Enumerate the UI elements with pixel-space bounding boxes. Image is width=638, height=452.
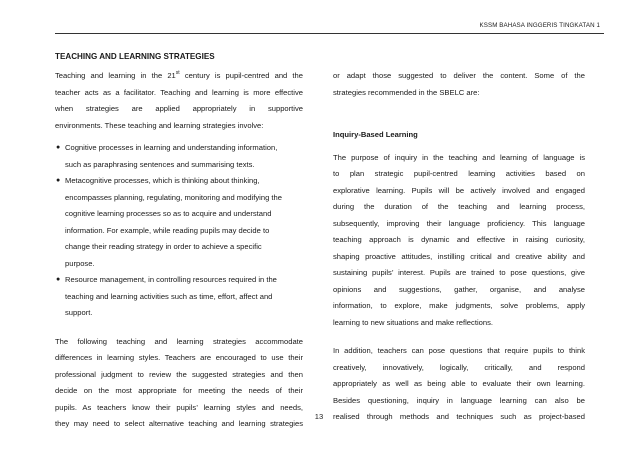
paragraph-line: decide on the most appropriate for meeting the needs of their [55,386,303,395]
bullet-icon: ● [56,276,61,283]
paragraph-line: learning to new situations and make reflections. [333,317,493,327]
paragraph-line: opinions and suggestions, gather, organise, and analyse [333,284,585,294]
paragraph-line: realised through methods and techniques such as project-based [333,412,585,421]
paragraph-line: strategies recommended in the SBELC are: [333,87,480,97]
bullet-line: support. [65,308,93,317]
bullet-item [55,140,303,173]
paragraph-line: during the duration of the teaching and learning process, [333,202,585,211]
subheading: Inquiry-Based Learning [333,130,418,139]
left-column [55,68,303,433]
bullet-line: ● Resource management, in controlling resources required in the [55,272,303,289]
paragraph-line: differences in learning styles. Teachers are encouraged to use their [55,353,303,362]
bullet-line: ● Metacognitive processes, which is thinking about thinking, [55,173,303,190]
paragraph-line: when strategies are applied appropriately in supportive [55,104,303,113]
bullet-line: change their reading strategy in order to achieve a specific [65,242,262,251]
paragraph-line: to plan strategic pupil-centred learning activities based on [333,169,585,178]
bullet-icon: ● [56,144,61,151]
paragraph-line: Teaching and learning in the 21st century is pupil-centred and the [55,70,303,80]
continuation-paragraph [333,68,585,101]
bullet-item [55,272,303,322]
right-column [333,68,585,426]
bullet-line: teaching and learning activities such as time, effort, affect and [65,291,273,301]
paragraph-line: In addition, teachers can pose questions that require pupils to think [333,346,585,355]
paragraph-line: teaching approach is dynamic and effective in raising curiosity, [333,235,585,244]
paragraph-line: Besides questioning, inquiry in language learning can also be [333,395,585,405]
page-number: 13 [314,412,324,421]
paragraph-line: or adapt those suggested to deliver the content. Some of the [333,71,585,80]
bullet-line: purpose. [65,258,95,268]
paragraph-line: professional judgment to review the suggested strategies and then [55,369,303,379]
paragraph-line: sustaining pupils’ interest. Pupils are trained to pose questions, give [333,268,585,277]
bullet-line: information. For example, while reading pupils may decide to [65,225,270,235]
paragraph-line: appropriately as well as being able to evaluate their own learning. [333,379,585,388]
paragraph-line: subsequently, improving their language proficiency. This language [333,218,585,228]
paragraph-line: The following teaching and learning strategies accommodate [55,336,303,346]
bullet-line: ● Cognitive processes in learning and understanding information, [55,140,303,157]
paragraph-line: The purpose of inquiry in the teaching and learning of language is [333,152,585,162]
paragraph-line: environments. These teaching and learning strategies involve: [55,120,264,130]
bullet-line: such as paraphrasing sentences and summarising texts. [65,159,255,169]
paragraph-line: explorative learning. Pupils will be actively involved and engaged [333,185,585,195]
bullet-line: cognitive learning processes so as to acquire and understand [65,209,272,218]
header-rule [55,33,604,34]
running-header-title: KSSM BAHASA INGGERIS TINGKATAN 1 [479,22,600,29]
strategy-bullet-list [55,140,303,322]
inquiry-paragraph [333,150,585,332]
intro-paragraph [55,68,303,134]
paragraph-line: creatively, innovatively, logically, critically, and respond [333,362,585,372]
paragraph-line: information, to explore, make judgments, solve problems, apply [333,301,585,310]
superscript: st [175,70,180,76]
paragraph-line: pupils. As teachers know their pupils’ learning styles and needs, [55,402,303,412]
paragraph-line: shaping proactive attitudes, instilling critical and creative ability and [333,251,585,261]
bullet-item [55,173,303,272]
section-title: TEACHING AND LEARNING STRATEGIES [55,52,215,61]
bullet-icon: ● [56,177,61,184]
paragraph-line: they may need to select alternative teaching and learning strategies [55,419,303,428]
bullet-line: encompasses planning, regulating, monitoring and modifying the [65,192,282,202]
paragraph-line: teacher acts as a facilitator. Teaching and learning is more effective [55,87,303,97]
